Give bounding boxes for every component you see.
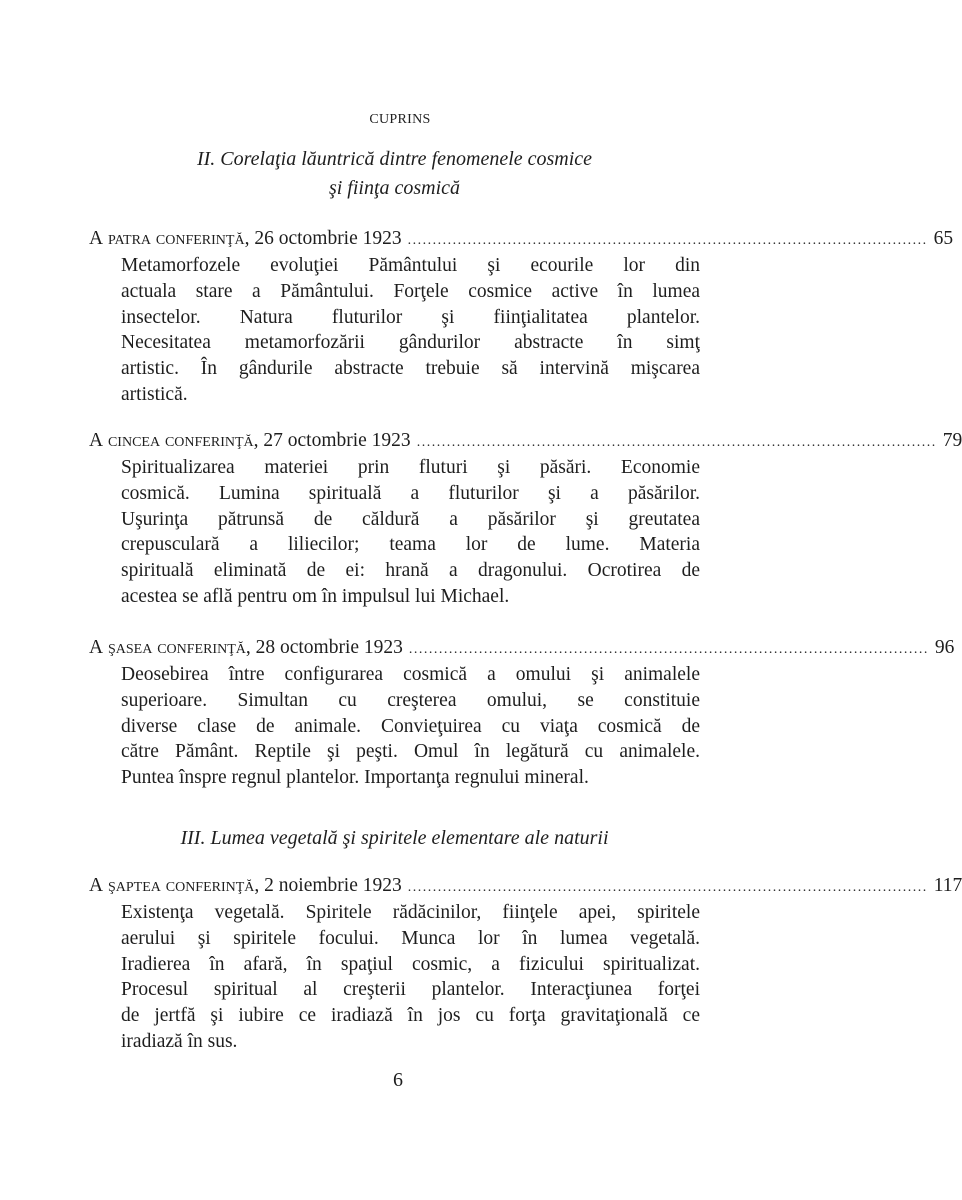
summary-line: Existenţa vegetală. Spiritele rădăcinilor, fiinţele apei, spiritele [121, 902, 700, 923]
dot-leader: ........................................................................................................ [407, 880, 928, 895]
toc-entry-lecture-6 [89, 635, 955, 791]
toc-entry-summary [121, 662, 700, 791]
summary-line: Necesitatea metamorfozării gândurilor abstracte în simţ [121, 332, 700, 354]
summary-line: superioare. Simultan cu creşterea omului, se constituie [121, 689, 700, 711]
title-smallcaps: şaptea conferinţă [107, 875, 255, 896]
summary-line: crepusculară a liliecilor; teama lor de lume. Materia [121, 534, 700, 556]
summary-line: aerului şi spiritele focului. Munca lor în lumea vegetală. [121, 927, 700, 949]
summary-line: Metamorfozele evoluţiei Pământului şi ecourile lor din [121, 255, 700, 276]
summary-line: către Pământ. Reptile şi peşti. Omul în legătură cu animalele. [121, 741, 700, 763]
lecture-date: , 26 octombrie 1923 [244, 228, 402, 249]
lecture-date: , 27 octombrie 1923 [253, 430, 411, 451]
toc-entry-lecture-4 [89, 226, 954, 408]
dot-leader: ........................................................................................................ [416, 435, 937, 450]
section-heading-ii [89, 145, 700, 203]
page-ref: 117 [933, 875, 962, 896]
summary-line: Spiritualizarea materiei prin fluturi şi păsări. Economie [121, 457, 700, 478]
toc-entry-title[interactable] [89, 226, 954, 253]
page-ref: 79 [942, 430, 962, 451]
summary-line: de jertfă şi iubire ce iradiază în jos cu forţa gravitaţională ce [121, 1005, 700, 1027]
summary-line: Iradierea în afară, în spaţiul cosmic, a fizicului spiritualizat. [121, 953, 700, 975]
title-first-word: A [89, 875, 104, 896]
summary-line: diverse clase de animale. Convieţuirea cu viaţa cosmică de [121, 715, 700, 737]
summary-line: Procesul spiritual al creşterii plantelor. Interacţiunea forţei [121, 979, 700, 1001]
page-number: 6 [393, 1069, 403, 1091]
title-smallcaps: patra conferinţă [107, 228, 245, 249]
section-heading-line: şi fiinţa cosmică [328, 177, 461, 199]
dot-leader: ........................................................................................................ [408, 642, 929, 657]
summary-line: spirituală eliminată de ei: hrană a dragonului. Ocrotirea de [121, 560, 700, 582]
lecture-date: , 28 octombrie 1923 [245, 637, 403, 658]
toc-entry-lecture-5 [89, 428, 962, 610]
toc-entry-summary [121, 455, 700, 610]
summary-line: acestea se află pentru om în impulsul lui Michael. [121, 585, 510, 607]
summary-line: artistic. În gândurile abstracte trebuie să intervină mişcarea [121, 358, 700, 380]
summary-line: Uşurinţa pătrunsă de căldură a păsărilor şi greutatea [121, 508, 700, 530]
toc-entry-title[interactable] [89, 635, 955, 662]
dot-leader: ........................................................................................................ [407, 233, 928, 248]
page-ref: 65 [933, 228, 954, 249]
page-ref: 96 [934, 637, 955, 658]
summary-line: Puntea înspre regnul plantelor. Importanţa regnului mineral. [121, 767, 589, 789]
section-heading-line: II. Corelaţia lăuntrică dintre fenomenele cosmice [196, 148, 593, 170]
section-heading-iii [89, 824, 700, 853]
lecture-date: , 2 noiembrie 1923 [254, 875, 402, 896]
toc-entry-lecture-7 [89, 873, 962, 1055]
toc-entry-summary [121, 900, 700, 1055]
summary-line: Deosebirea între configurarea cosmică a omului şi animalele [121, 664, 700, 685]
title-first-word: A [89, 430, 104, 451]
title-first-word: A [89, 637, 104, 658]
section-heading-line: III. Lumea vegetală şi spiritele elementare ale naturii [180, 827, 609, 849]
summary-line: actuala stare a Pământului. Forţele cosmice active în lumea [121, 280, 700, 302]
toc-entry-title[interactable] [89, 873, 962, 900]
summary-line: insectelor. Natura fluturilor şi fiinţialitatea plantelor. [121, 306, 700, 328]
summary-line: iradiază în sus. [121, 1030, 238, 1052]
toc-entry-summary [121, 253, 700, 408]
running-header: CUPRINS [369, 112, 431, 127]
title-smallcaps: cincea conferinţă [107, 430, 254, 451]
title-smallcaps: şasea conferinţă [107, 637, 246, 658]
summary-line: cosmică. Lumina spirituală a fluturilor şi a păsărilor. [121, 482, 700, 504]
summary-line: artistică. [121, 383, 188, 405]
toc-entry-title[interactable] [89, 428, 962, 455]
title-first-word: A [89, 228, 104, 249]
